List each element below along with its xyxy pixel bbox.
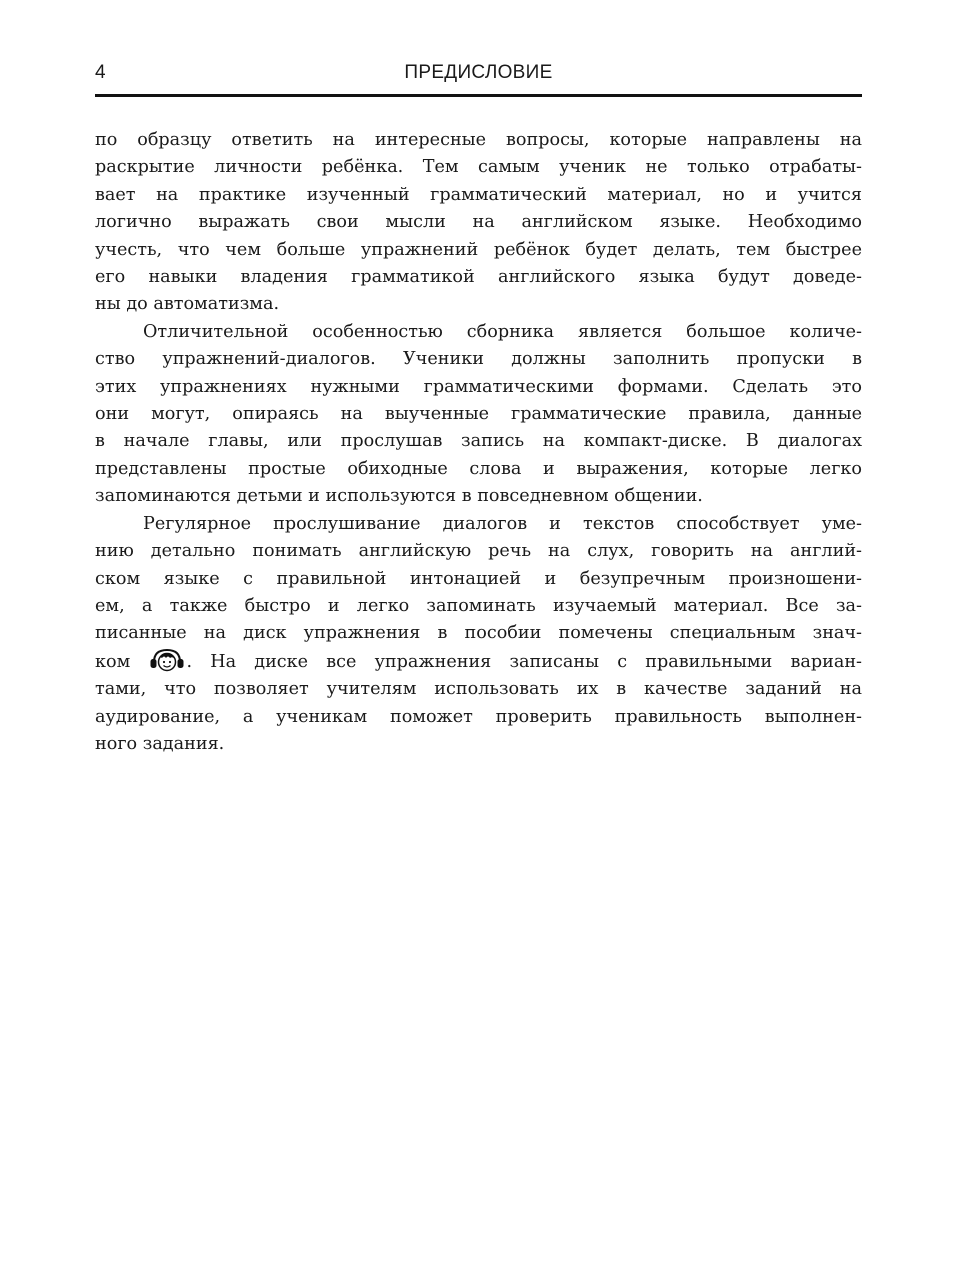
text-fragment: ком [95,651,149,672]
paragraph-2 [95,319,862,511]
text-line: его навыки владения грамматикой английского языка будут доведе- [95,267,862,288]
text-line: ем, а также быстро и легко запоминать изучаемый материал. Все за- [95,595,862,616]
text-line: по образцу ответить на интересные вопросы, которые направлены на [95,130,862,150]
text-line: они могут, опираясь на выученные грамматические правила, данные [95,404,862,425]
paragraph-3 [95,511,862,759]
text-line: Регулярное прослушивание диалогов и текстов способствует уме- [143,513,862,534]
text-line: ного задания. [95,733,225,754]
text-line-with-icon [95,648,862,676]
text-line: учесть, что чем больше упражнений ребёнок будет делать, тем быстрее [95,239,862,260]
text-fragment: . На диске все упражнения записаны с правильными вариан- [186,651,862,672]
text-line: нию детально понимать английскую речь на слух, говорить на англий- [95,541,862,562]
text-line: писанные на диск упражнения в пособии помечены специальным знач- [95,623,862,644]
text-line: логично выражать свои мысли на английском языке. Необходимо [95,212,862,233]
body-text [95,127,862,758]
text-line: Отличительной особенностью сборника является большое количе- [143,321,862,342]
headphones-child-icon [148,648,186,672]
text-line: тами, что позволяет учителям использовать их в качестве заданий на [95,679,862,700]
text-line: ском языке с правильной интонацией и безупречным произношени- [95,568,862,589]
text-line: раскрытие личности ребёнка. Тем самым ученик не только отрабаты- [95,157,862,178]
running-title: ПРЕДИСЛОВИЕ [404,62,553,83]
text-line: этих упражнениях нужными грамматическими формами. Сделать это [95,376,862,397]
text-line: вает на практике изученный грамматический материал, но и учится [95,184,862,205]
text-line: представлены простые обиходные слова и выражения, которые легко [95,458,862,479]
page-number: 4 [95,62,106,83]
text-line: запоминаются детьми и используются в повседневном общении. [95,486,703,507]
text-line: аудирование, а ученикам поможет проверить правильность выполнен- [95,706,862,727]
text-line: в начале главы, или прослушав запись на компакт-диске. В диалогах [95,431,862,452]
text-line: ны до автоматизма. [95,294,280,315]
text-line: ство упражнений-диалогов. Ученики должны заполнить пропуски в [95,349,862,370]
page-header [95,58,862,97]
paragraph-1 [95,127,862,319]
